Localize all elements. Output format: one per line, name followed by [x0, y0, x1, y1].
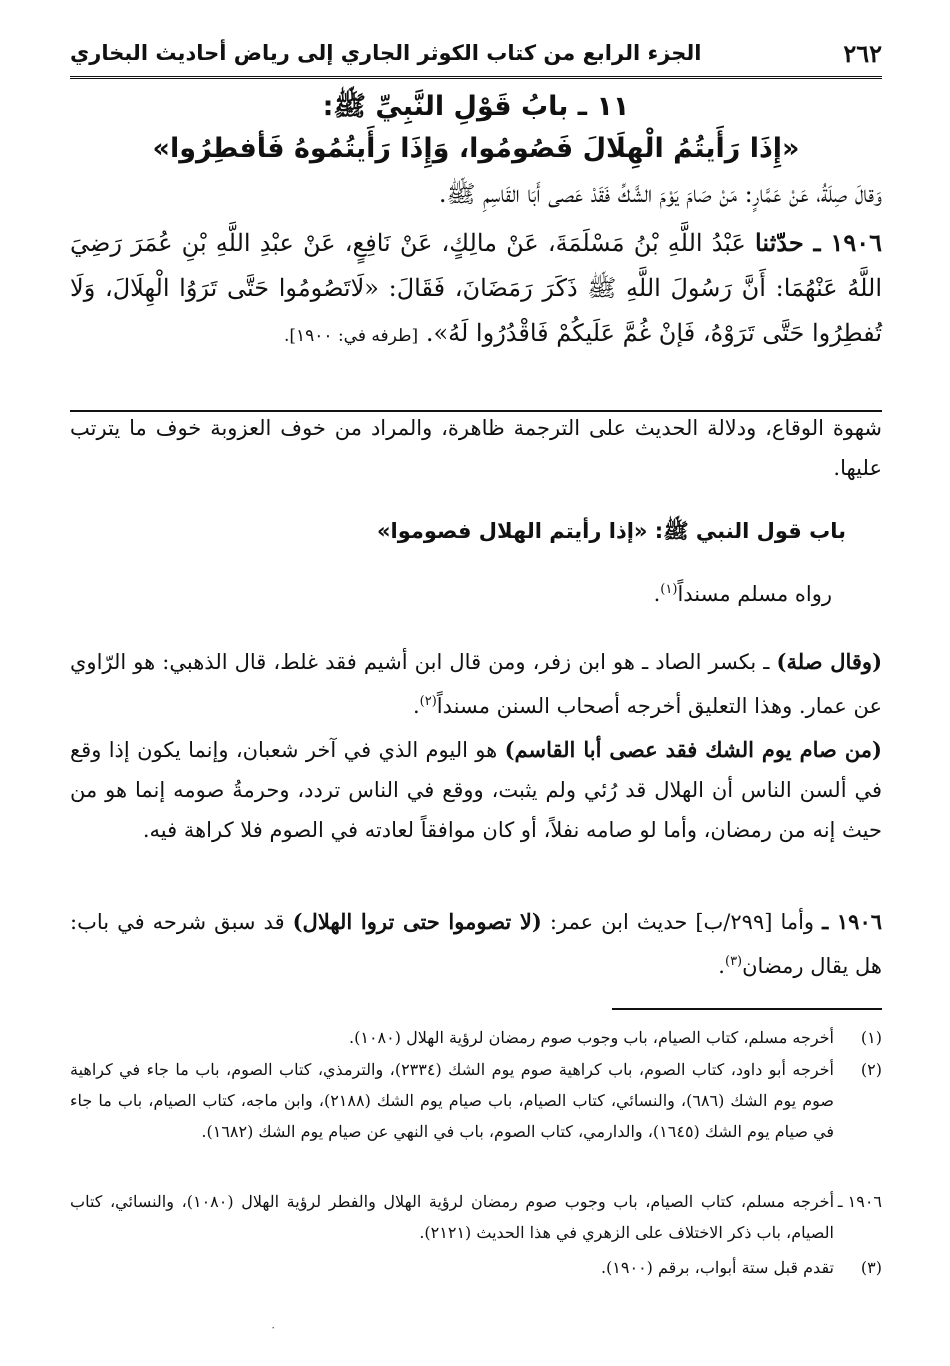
- chapter-title: ١١ ـ بابُ قَوْلِ النَّبِيِّ ﷺ:: [322, 91, 630, 122]
- ta-liq-text: وَقالَ صِلَةُ، عَنْ عَمَّارٍ: مَنْ صَامَ يَوْمَ الشَّكِّ فَقَدْ عَصى أَبَا القَاسِمِ ﷺ.: [438, 180, 882, 208]
- p5-lemma: (لا تصوموا حتى تروا الهلال): [292, 909, 542, 934]
- footnote-number: (٣): [860, 1258, 882, 1277]
- cross-reference: [طرفه في: ١٩٠٠].: [283, 326, 419, 346]
- p2-text: رواه مسلم مسنداً: [677, 582, 832, 606]
- footnote-text: أخرجه مسلم، كتاب الصيام، باب وجوب صوم رمضان لرؤية الهلال والفطر لرؤية الهلال (١٠٨٠)، والنسائي، كتاب الصيام، باب ذكر الاختلاف على الزهري في هذا الحديث (٢١٢١).: [70, 1192, 835, 1242]
- p3-end: .: [412, 694, 420, 718]
- p3-text: ـ بكسر الصاد ـ هو ابن زفر، ومن قال ابن أشيم فقد غلط، قال الذهبي: هو الرّاوي عن عمار. وهذا التعليق أخرجه أصحاب السنن مسنداً: [70, 650, 882, 718]
- p5-text-b: قد سبق شرحه في باب: هل يقال رمضان: [70, 910, 882, 978]
- footnote-text: أخرجه أبو داود، كتاب الصوم، باب كراهية صوم يوم الشك (٢٣٣٤)، والترمذي، كتاب الصوم، باب ما جاء في كراهية صوم يوم الشك (٦٨٦)، والنسائي، كتاب الصيام، باب صيام يوم الشك (٢١٨٨)، وابن ماجه، كتاب الصيام، باب ما جاء في صيام يوم الشك (١٦٤٥)، والدارمي، كتاب الصوم، باب في النهي عن صيام يوم الشك (١٦٨٢).: [70, 1060, 835, 1141]
- hadith-text: عَبْدُ اللَّهِ بْنُ مَسْلَمَةَ، عَنْ مالِكٍ، عَنْ نَافِعٍ، عَنْ عبْدِ اللَّهِ بْنِ عُمَرَ رَضِيَ اللَّهُ عَنْهُمَا: أَنَّ رَسُولَ اللَّهِ ﷺ ذَكَرَ رَمَضَانَ، فَقَالَ: «لَاتَصُومُوا حَتَّى تَرَوُا الْهِلَالَ، وَلَا تُفطِرُوا حَتَّى تَرَوْهُ، فَإنْ غُمَّ عَلَيكُمْ فَاقْدُرُوا لَهُ».: [70, 229, 882, 347]
- hadith-text-block: [70, 220, 882, 359]
- commentary-paragraph-1: شهوة الوقاع، ودلالة الحديث على الترجمة ظاهرة، والمراد من خوف العزوبة خوف ما يترتب عليها.: [70, 416, 882, 480]
- p3-lemma: (وقال صلة): [776, 649, 883, 674]
- page-number: ٢٦٢: [843, 38, 882, 68]
- chapter-subtitle: «إِذَا رَأَيتُمُ الْهِلَالَ فَصُومُوا، وَإِذَا رَأَيتُمُوهُ فَأفطِرُوا»: [152, 133, 800, 164]
- p5-text-a: وأما [٢٩٩/ب] حديث ابن عمر:: [541, 910, 823, 934]
- chapter-heading: [70, 86, 882, 170]
- footnote: [70, 1054, 882, 1147]
- commentary-sub-heading: باب قول النبي ﷺ: «إذا رأيتم الهلال فصوموا»: [376, 519, 846, 543]
- footnote-ref: (١): [660, 582, 678, 597]
- footnote: [70, 1252, 882, 1283]
- footnote-ref: (٢): [419, 694, 437, 709]
- footnote: [70, 1186, 882, 1248]
- commentary-paragraph-5: [70, 902, 882, 986]
- book-page: [70, 30, 882, 1346]
- commentary-paragraph-4: [70, 730, 882, 850]
- footnote-divider: [612, 1008, 882, 1010]
- running-title: الجزء الرابع من كتاب الكوثر الجاري إلى رياض أحاديث البخاري: [70, 41, 702, 65]
- p2-end: .: [653, 582, 661, 606]
- commentary-paragraph-2: [70, 570, 832, 614]
- footnote: [70, 1022, 882, 1053]
- commentary-paragraph-3: [70, 642, 882, 726]
- page-header: [70, 30, 882, 79]
- footnote-number: (٢): [860, 1060, 882, 1079]
- hadith-number: ١٩٠٦ ـ حدّثنا: [755, 228, 882, 257]
- p4-lemma: (من صام يوم الشك فقد عصى أبا القاسم): [504, 737, 882, 762]
- footnote-text: أخرجه مسلم، كتاب الصيام، باب وجوب صوم رمضان لرؤية الهلال (١٠٨٠).: [349, 1028, 834, 1047]
- p5-end: .: [718, 954, 725, 978]
- footnote-text: تقدم قبل ستة أبواب، برقم (١٩٠٠).: [600, 1258, 834, 1277]
- footnote-number: (١): [860, 1028, 882, 1047]
- stray-mark: ٠: [270, 1320, 277, 1334]
- p5-number: ١٩٠٦ ـ: [822, 909, 883, 934]
- footnote-ref: (٣): [724, 954, 743, 969]
- p4-text: هو اليوم الذي في آخر شعبان، وإنما يكون إذا وقع في ألسن الناس أن الهلال قد رُئي ولم يثبت، ووقع في الناس تردد، وحرمةُ صومه إنما هو من حيث إنه من رمضان، وأما لو صامه نفلاً، أو كان موافقاً لعادته في الصوم فلا كراهة فيه.: [70, 738, 882, 842]
- footnote-number: ١٩٠٦ ـ: [837, 1192, 882, 1211]
